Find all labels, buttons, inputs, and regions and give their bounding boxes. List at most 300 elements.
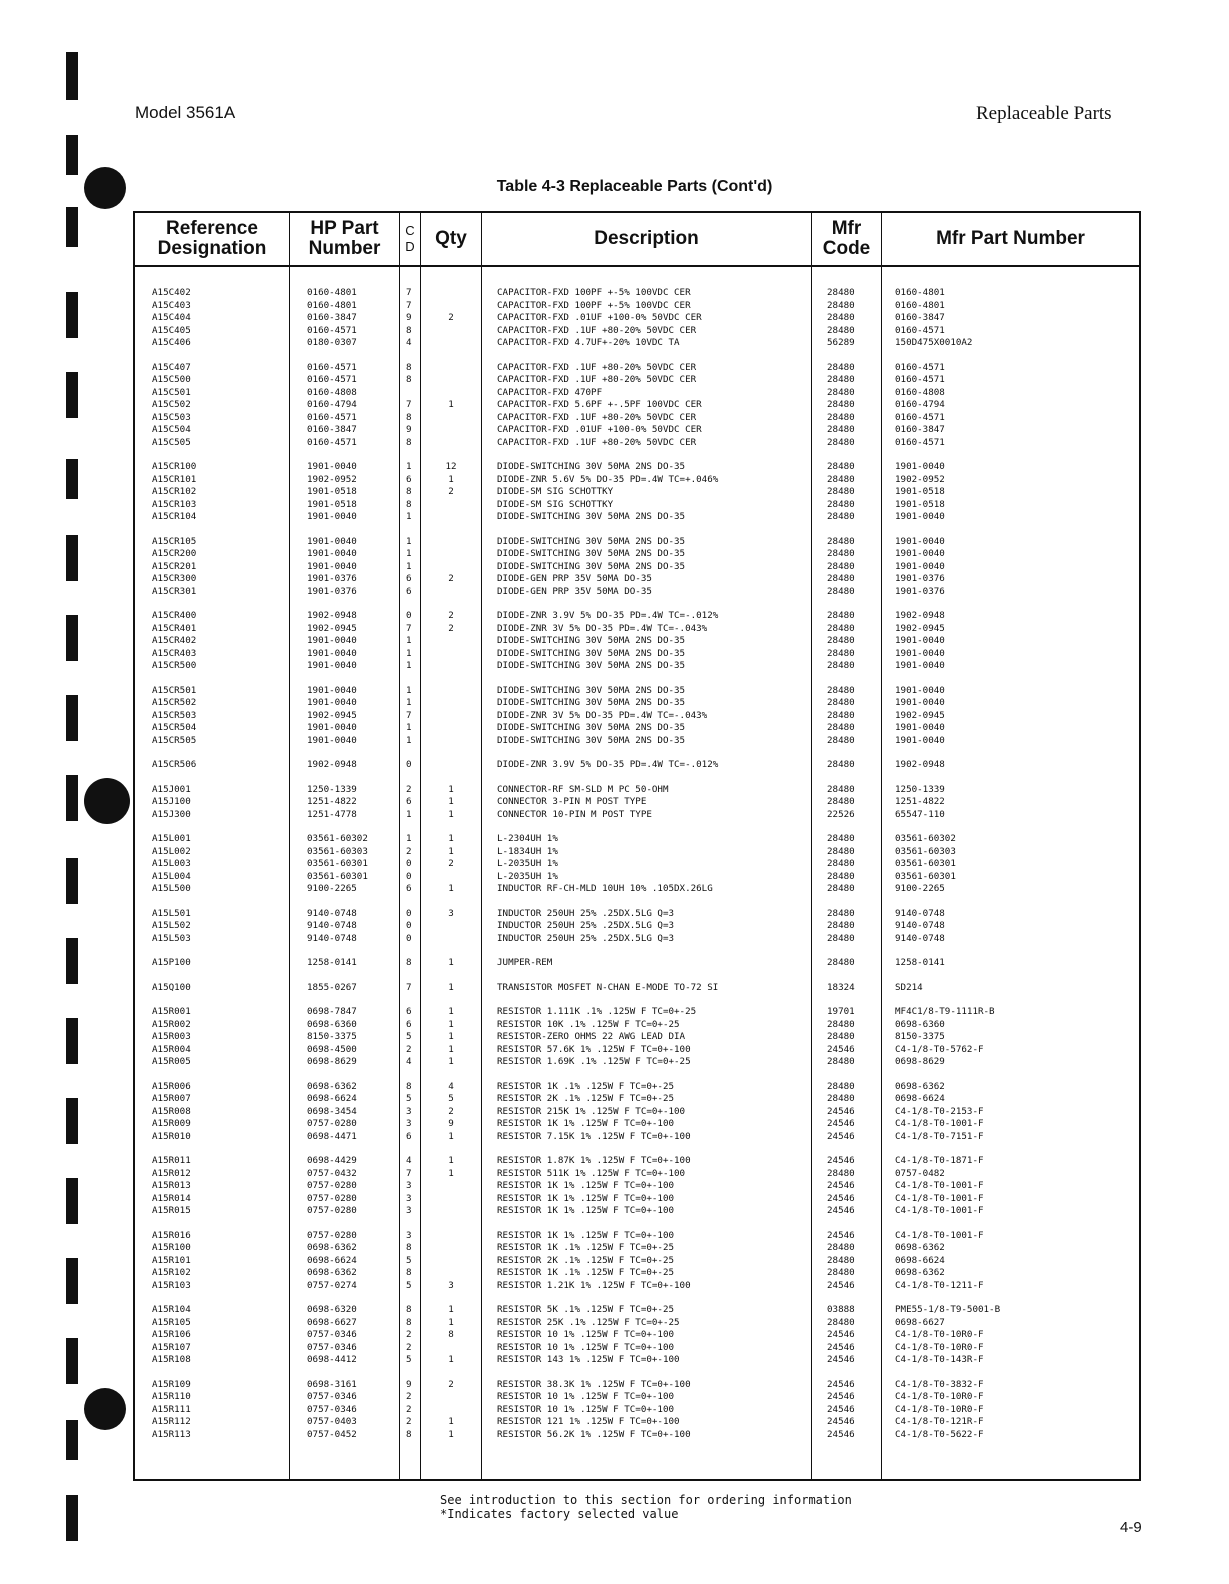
mfr-code: 28480 — [827, 796, 855, 807]
hp-part-number: 1901-0040 — [307, 511, 357, 522]
description: RESISTOR 10K .1% .125W F TC=0+-25 — [497, 1018, 680, 1030]
binder-mark — [66, 292, 78, 338]
hp-part-number: 0757-0346 — [307, 1341, 357, 1353]
mfr-code: 28480 — [827, 299, 855, 311]
quantity: 2 — [448, 622, 454, 634]
reference-designation: A15R003 — [152, 1031, 191, 1042]
table-row — [135, 660, 1139, 673]
hp-part-number: 0698-6624 — [307, 1093, 357, 1104]
hp-part-number: 0757-0280 — [307, 1229, 357, 1241]
table-row — [135, 1304, 1139, 1317]
hp-part-number: 0160-3847 — [307, 312, 357, 323]
table-row — [135, 735, 1139, 748]
hp-part-number: 1901-0040 — [307, 734, 357, 746]
reference-designation: A15CR104 — [152, 511, 197, 522]
table-row — [135, 1329, 1139, 1342]
table-row — [135, 486, 1139, 499]
table-row — [135, 1131, 1139, 1144]
col-mfr-part-number: Mfr Part Number — [936, 228, 1085, 249]
mfr-code: 24546 — [827, 1130, 855, 1142]
reference-designation: A15CR502 — [152, 697, 197, 708]
mfr-part-number: 0698-8629 — [895, 1056, 945, 1067]
mfr-part-number: 03561-60301 — [895, 858, 956, 869]
hp-part-number: 0698-6362 — [307, 1080, 357, 1092]
mfr-part-number: MF4C1/8-T9-1111R-B — [895, 1006, 995, 1017]
table-row — [135, 1391, 1139, 1404]
description: DIODE-SWITCHING 30V 50MA 2NS DO-35 — [497, 535, 686, 547]
table-row — [135, 796, 1139, 809]
mfr-code: 28480 — [827, 709, 855, 721]
mfr-code: 28480 — [827, 858, 855, 869]
hp-part-number: 1250-1339 — [307, 783, 357, 795]
mfr-code: 28480 — [827, 759, 855, 770]
description: CAPACITOR-FXD .01UF +100-0% 50VDC CER — [497, 424, 702, 435]
reference-designation: A15R109 — [152, 1378, 191, 1390]
reference-designation: A15CR400 — [152, 610, 197, 621]
hp-part-number: 0160-4808 — [307, 386, 357, 398]
cd-digit: 9 — [406, 1378, 412, 1390]
reference-designation: A15L503 — [152, 932, 191, 944]
reference-designation: A15C505 — [152, 436, 191, 448]
cd-digit: 0 — [406, 759, 412, 770]
quantity: 2 — [448, 1105, 454, 1117]
mfr-code: 28480 — [827, 1254, 855, 1266]
description: RESISTOR 215K 1% .125W F TC=0+-100 — [497, 1105, 686, 1117]
mfr-code: 22526 — [827, 808, 855, 820]
description: CAPACITOR-FXD .1UF +80-20% 50VDC CER — [497, 411, 697, 423]
mfr-part-number: 0160-4801 — [895, 287, 945, 298]
mfr-code: 28480 — [827, 697, 855, 708]
mfr-code: 28480 — [827, 386, 855, 398]
quantity: 1 — [448, 1043, 454, 1055]
mfr-code: 28480 — [827, 833, 855, 844]
description: DIODE-SWITCHING 30V 50MA 2NS DO-35 — [497, 697, 686, 708]
description: TRANSISTOR MOSFET N-CHAN E-MODE TO-72 SI — [497, 981, 719, 993]
mfr-part-number: 03561-60302 — [895, 833, 956, 844]
hp-part-number: 0698-7847 — [307, 1006, 357, 1017]
mfr-part-number: C4-1/8-T0-2153-F — [895, 1105, 984, 1117]
reference-designation: A15J100 — [152, 796, 191, 807]
table-row — [135, 1429, 1139, 1442]
hp-part-number: 1902-0952 — [307, 473, 357, 485]
cd-digit: 6 — [406, 473, 412, 485]
table-row — [135, 809, 1139, 822]
table-row — [135, 499, 1139, 512]
hp-part-number: 1901-0518 — [307, 486, 357, 497]
mfr-part-number: C4-1/8-T0-5762-F — [895, 1043, 984, 1055]
reference-designation: A15R100 — [152, 1242, 191, 1253]
reference-designation: A15C403 — [152, 299, 191, 311]
reference-designation: A15R110 — [152, 1391, 191, 1402]
model-label: Model 3561A — [135, 103, 236, 122]
description: RESISTOR 1.111K .1% .125W F TC=0+-25 — [497, 1006, 697, 1017]
mfr-code: 28480 — [827, 486, 855, 497]
table-row — [135, 1317, 1139, 1330]
description: RESISTOR 1K 1% .125W F TC=0+-100 — [497, 1180, 675, 1191]
reference-designation: A15CR500 — [152, 660, 197, 671]
hp-part-number: 1902-0945 — [307, 709, 357, 721]
cd-digit: 5 — [406, 1254, 412, 1266]
reference-designation: A15R001 — [152, 1006, 191, 1017]
row-group — [135, 1155, 1139, 1218]
table-row — [135, 1044, 1139, 1057]
description: CAPACITOR-FXD .01UF +100-0% 50VDC CER — [497, 312, 702, 323]
hp-part-number: 03561-60303 — [307, 845, 368, 857]
mfr-part-number: 65547-110 — [895, 808, 945, 820]
reference-designation: A15R106 — [152, 1329, 191, 1340]
mfr-part-number: C4-1/8-T0-143R-F — [895, 1354, 984, 1365]
mfr-code: 24546 — [827, 1043, 855, 1055]
hp-part-number: 0160-4571 — [307, 436, 357, 448]
mfr-part-number: 1901-0040 — [895, 511, 945, 522]
mfr-code: 24546 — [827, 1378, 855, 1390]
description: CAPACITOR-FXD 100PF +-5% 100VDC CER — [497, 299, 691, 311]
description: RESISTOR 2K .1% .125W F TC=0+-25 — [497, 1254, 675, 1266]
cd-digit: 1 — [406, 635, 412, 646]
hp-part-number: 1901-0518 — [307, 498, 357, 510]
quantity: 3 — [448, 907, 454, 919]
mfr-part-number: C4-1/8-T0-1871-F — [895, 1155, 984, 1166]
table-row — [135, 635, 1139, 648]
mfr-code: 24546 — [827, 1155, 855, 1166]
mfr-code: 28480 — [827, 1242, 855, 1253]
hp-part-number: 0160-4801 — [307, 287, 357, 298]
mfr-part-number: 1901-0040 — [895, 697, 945, 708]
quantity: 12 — [445, 461, 457, 472]
description: RESISTOR 1.69K .1% .125W F TC=0+-25 — [497, 1056, 691, 1067]
factory-selected-note: *Indicates factory selected value — [440, 1507, 679, 1521]
hp-part-number: 0698-3454 — [307, 1105, 357, 1117]
binder-mark — [66, 135, 78, 175]
hp-part-number: 0698-6624 — [307, 1254, 357, 1266]
cd-digit: 1 — [406, 511, 412, 522]
reference-designation: A15R002 — [152, 1018, 191, 1030]
mfr-code: 24546 — [827, 1180, 855, 1191]
description: DIODE-SWITCHING 30V 50MA 2NS DO-35 — [497, 635, 686, 646]
mfr-code: 28480 — [827, 684, 855, 696]
reference-designation: A15CR505 — [152, 734, 197, 746]
mfr-part-number: 1901-0040 — [895, 560, 945, 572]
description: DIODE-SWITCHING 30V 50MA 2NS DO-35 — [497, 647, 686, 659]
cd-digit: 1 — [406, 548, 412, 559]
hp-part-number: 0160-4571 — [307, 361, 357, 373]
table-row — [135, 1180, 1139, 1193]
cd-digit: 1 — [406, 833, 412, 844]
quantity: 8 — [448, 1329, 454, 1340]
hp-part-number: 0757-0280 — [307, 1118, 357, 1129]
hp-part-number: 1251-4778 — [307, 808, 357, 820]
description: DIODE-GEN PRP 35V 50MA DO-35 — [497, 573, 652, 584]
mfr-code: 28480 — [827, 932, 855, 944]
cd-digit: 8 — [406, 324, 412, 336]
hp-part-number: 0698-8629 — [307, 1056, 357, 1067]
description: RESISTOR 121 1% .125W F TC=0+-100 — [497, 1416, 680, 1427]
description: RESISTOR 1K 1% .125W F TC=0+-100 — [497, 1205, 675, 1216]
mfr-code: 28480 — [827, 1167, 855, 1179]
hp-part-number: 1901-0040 — [307, 560, 357, 572]
quantity: 1 — [448, 981, 454, 993]
hp-part-number: 1901-0040 — [307, 647, 357, 659]
quantity: 1 — [448, 1018, 454, 1030]
table-row — [135, 1267, 1139, 1280]
reference-designation: A15R009 — [152, 1118, 191, 1129]
row-group — [135, 908, 1139, 946]
reference-designation: A15CR102 — [152, 486, 197, 497]
quantity: 3 — [448, 1279, 454, 1291]
hp-part-number: 0160-4801 — [307, 299, 357, 311]
table-row — [135, 337, 1139, 350]
description: DIODE-GEN PRP 35V 50MA DO-35 — [497, 585, 652, 597]
col-hp-part-number: HP Part Number — [308, 218, 381, 259]
reference-designation: A15P100 — [152, 957, 191, 968]
table-row — [135, 957, 1139, 970]
mfr-code: 24546 — [827, 1354, 855, 1365]
description: DIODE-SWITCHING 30V 50MA 2NS DO-35 — [497, 511, 686, 522]
mfr-part-number: 0160-4571 — [895, 361, 945, 373]
mfr-code: 28480 — [827, 548, 855, 559]
binder-mark — [66, 1098, 78, 1144]
description: CAPACITOR-FXD 100PF +-5% 100VDC CER — [497, 287, 691, 298]
quantity: 2 — [448, 312, 454, 323]
description: RESISTOR 10 1% .125W F TC=0+-100 — [497, 1391, 675, 1402]
reference-designation: A15C407 — [152, 361, 191, 373]
table-row — [135, 461, 1139, 474]
table-row — [135, 1255, 1139, 1268]
description: RESISTOR 10 1% .125W F TC=0+-100 — [497, 1329, 675, 1340]
description: RESISTOR 2K .1% .125W F TC=0+-25 — [497, 1093, 675, 1104]
mfr-part-number: 0698-6362 — [895, 1267, 945, 1278]
mfr-part-number: C4-1/8-T0-1001-F — [895, 1229, 984, 1241]
mfr-part-number: C4-1/8-T0-10R0-F — [895, 1391, 984, 1402]
cd-digit: 7 — [406, 981, 412, 993]
cd-digit: 2 — [406, 1043, 412, 1055]
table-row — [135, 1416, 1139, 1429]
mfr-part-number: 1901-0518 — [895, 486, 945, 497]
hp-part-number: 1901-0376 — [307, 573, 357, 584]
hp-part-number: 1901-0040 — [307, 635, 357, 646]
mfr-part-number: 1901-0518 — [895, 498, 945, 510]
reference-designation: A15R012 — [152, 1167, 191, 1179]
cd-digit: 4 — [406, 337, 412, 348]
description: INDUCTOR 250UH 25% .25DX.5LG Q=3 — [497, 907, 675, 919]
table-row — [135, 387, 1139, 400]
reference-designation: A15CR501 — [152, 684, 197, 696]
mfr-code: 28480 — [827, 511, 855, 522]
mfr-code: 24546 — [827, 1205, 855, 1216]
row-group — [135, 784, 1139, 822]
mfr-part-number: 1901-0040 — [895, 461, 945, 472]
table-row — [135, 697, 1139, 710]
description: CAPACITOR-FXD 5.6PF +-.5PF 100VDC CER — [497, 399, 702, 410]
footer-note — [440, 1493, 852, 1521]
table-row — [135, 1404, 1139, 1417]
description: RESISTOR 511K 1% .125W F TC=0+-100 — [497, 1167, 686, 1179]
table-row — [135, 1280, 1139, 1293]
mfr-code: 24546 — [827, 1279, 855, 1291]
reference-designation: A15L003 — [152, 858, 191, 869]
cd-digit: 1 — [406, 660, 412, 671]
mfr-code: 24546 — [827, 1229, 855, 1241]
cd-digit: 1 — [406, 684, 412, 696]
mfr-code: 28480 — [827, 411, 855, 423]
hp-part-number: 03561-60301 — [307, 870, 368, 882]
cd-digit: 7 — [406, 399, 412, 410]
table-row — [135, 561, 1139, 574]
reference-designation: A15R005 — [152, 1056, 191, 1067]
hp-part-number: 0698-3161 — [307, 1378, 357, 1390]
mfr-code: 28480 — [827, 610, 855, 621]
hp-part-number: 1902-0948 — [307, 759, 357, 770]
reference-designation: A15C501 — [152, 386, 191, 398]
mfr-code: 24546 — [827, 1341, 855, 1353]
binder-mark — [66, 695, 78, 741]
mfr-part-number: 0160-4571 — [895, 436, 945, 448]
table-row — [135, 511, 1139, 524]
description: CAPACITOR-FXD 4.7UF+-20% 10VDC TA — [497, 337, 680, 348]
page-number: 4-9 — [1120, 1519, 1142, 1536]
reference-designation: A15C405 — [152, 324, 191, 336]
quantity: 1 — [448, 833, 454, 844]
description: RESISTOR 10 1% .125W F TC=0+-100 — [497, 1341, 675, 1353]
table-title: Table 4-3 Replaceable Parts (Cont'd) — [496, 178, 773, 195]
cd-digit: 4 — [406, 1155, 412, 1166]
mfr-code: 28480 — [827, 883, 855, 894]
quantity: 2 — [448, 858, 454, 869]
table-row — [135, 1168, 1139, 1181]
table-row — [135, 908, 1139, 921]
description: CAPACITOR-FXD .1UF +80-20% 50VDC CER — [497, 374, 697, 385]
cd-digit: 4 — [406, 1056, 412, 1067]
mfr-code: 28480 — [827, 324, 855, 336]
description: DIODE-ZNR 3V 5% DO-35 PD=.4W TC=-.043% — [497, 622, 708, 634]
mfr-part-number: 1901-0040 — [895, 647, 945, 659]
row-group — [135, 536, 1139, 599]
mfr-part-number: 0698-6627 — [895, 1316, 945, 1328]
table-row — [135, 312, 1139, 325]
hp-part-number: 1901-0040 — [307, 722, 357, 733]
cd-digit: 2 — [406, 1341, 412, 1353]
reference-designation: A15CR300 — [152, 573, 197, 584]
binder-mark — [66, 615, 78, 661]
reference-designation: A15R111 — [152, 1403, 191, 1415]
description: RESISTOR 56.2K 1% .125W F TC=0+-100 — [497, 1428, 691, 1440]
table-row — [135, 325, 1139, 338]
reference-designation: A15C500 — [152, 374, 191, 385]
description: RESISTOR 1K 1% .125W F TC=0+-100 — [497, 1192, 675, 1204]
mfr-code: 18324 — [827, 981, 855, 993]
quantity: 1 — [448, 1167, 454, 1179]
description: DIODE-ZNR 5.6V 5% DO-35 PD=.4W TC=+.046% — [497, 473, 719, 485]
description: INDUCTOR RF-CH-MLD 10UH 10% .105DX.26LG — [497, 883, 713, 894]
table-row — [135, 759, 1139, 772]
quantity: 1 — [448, 957, 454, 968]
table-row — [135, 1019, 1139, 1032]
table-body — [135, 287, 1139, 1453]
mfr-part-number: 03561-60303 — [895, 845, 956, 857]
cd-digit: 3 — [406, 1105, 412, 1117]
mfr-part-number: 9140-0748 — [895, 907, 945, 919]
mfr-code: 28480 — [827, 647, 855, 659]
binder-mark — [66, 938, 78, 984]
cd-digit: 1 — [406, 535, 412, 547]
mfr-code: 28480 — [827, 957, 855, 968]
cd-digit: 6 — [406, 1130, 412, 1142]
mfr-code: 28480 — [827, 845, 855, 857]
description: RESISTOR 1.87K 1% .125W F TC=0+-100 — [497, 1155, 691, 1166]
quantity: 2 — [448, 1378, 454, 1390]
quantity: 1 — [448, 1416, 454, 1427]
mfr-part-number: 1250-1339 — [895, 783, 945, 795]
mfr-code: 28480 — [827, 399, 855, 410]
row-group — [135, 1006, 1139, 1069]
reference-designation: A15R004 — [152, 1043, 191, 1055]
description: L-1834UH 1% — [497, 845, 558, 857]
reference-designation: A15R006 — [152, 1080, 191, 1092]
mfr-part-number: 9140-0748 — [895, 932, 945, 944]
mfr-part-number: C4-1/8-T0-10R0-F — [895, 1341, 984, 1353]
table-row — [135, 1242, 1139, 1255]
cd-digit: 1 — [406, 461, 412, 472]
reference-designation: A15R013 — [152, 1180, 191, 1191]
reference-designation: A15C404 — [152, 312, 191, 323]
mfr-code: 28480 — [827, 461, 855, 472]
binder-mark — [66, 207, 78, 247]
table-row — [135, 1118, 1139, 1131]
hp-part-number: 0757-0346 — [307, 1403, 357, 1415]
description: RESISTOR 25K .1% .125W F TC=0+-25 — [497, 1316, 680, 1328]
hp-part-number: 0757-0274 — [307, 1279, 357, 1291]
table-row — [135, 1031, 1139, 1044]
table-row — [135, 548, 1139, 561]
cd-digit: 6 — [406, 1006, 412, 1017]
cd-digit: 0 — [406, 858, 412, 869]
description: DIODE-SWITCHING 30V 50MA 2NS DO-35 — [497, 684, 686, 696]
cd-digit: 8 — [406, 498, 412, 510]
cd-digit: 2 — [406, 1403, 412, 1415]
description: RESISTOR 1K .1% .125W F TC=0+-25 — [497, 1242, 675, 1253]
mfr-code: 24546 — [827, 1416, 855, 1427]
hp-part-number: 9140-0748 — [307, 932, 357, 944]
table-row — [135, 1193, 1139, 1206]
reference-designation: A15C502 — [152, 399, 191, 410]
table-row — [135, 437, 1139, 450]
table-row — [135, 858, 1139, 871]
mfr-part-number: C4-1/8-T0-1211-F — [895, 1279, 984, 1291]
table-row — [135, 536, 1139, 549]
table-row — [135, 933, 1139, 946]
description: RESISTOR 1K 1% .125W F TC=0+-100 — [497, 1229, 675, 1241]
cd-digit: 7 — [406, 622, 412, 634]
mfr-code: 24546 — [827, 1403, 855, 1415]
hp-part-number: 0180-0307 — [307, 337, 357, 348]
reference-designation: A15CR301 — [152, 585, 197, 597]
cd-digit: 8 — [406, 374, 412, 385]
cd-digit: 8 — [406, 957, 412, 968]
reference-designation: A15C503 — [152, 411, 191, 423]
mfr-code: 24546 — [827, 1118, 855, 1129]
row-group — [135, 685, 1139, 748]
cd-digit: 2 — [406, 1329, 412, 1340]
cd-digit: 5 — [406, 1031, 412, 1042]
mfr-part-number: 8150-3375 — [895, 1031, 945, 1042]
binder-mark — [66, 858, 78, 904]
reference-designation: A15CR403 — [152, 647, 197, 659]
binder-mark — [66, 52, 78, 100]
reference-designation: A15Q100 — [152, 981, 191, 993]
hp-part-number: 1902-0945 — [307, 622, 357, 634]
mfr-code: 28480 — [827, 374, 855, 385]
cd-digit: 8 — [406, 486, 412, 497]
